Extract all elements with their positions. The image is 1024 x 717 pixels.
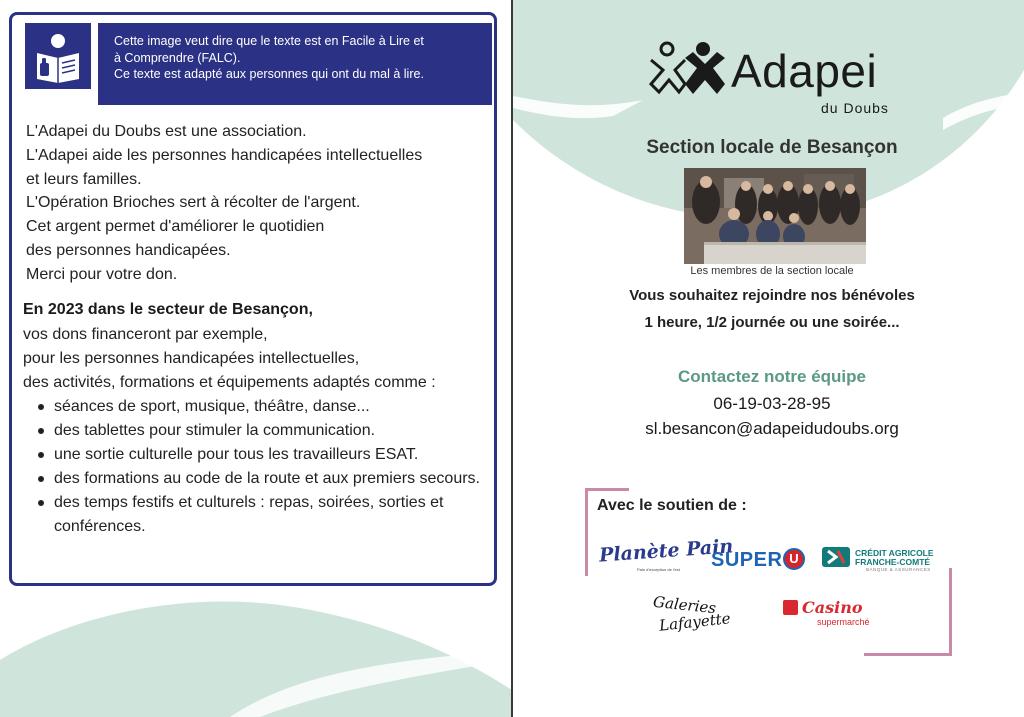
intro-line: Cet argent permet d'améliorer le quotidien	[26, 218, 325, 236]
super-u-badge: U	[783, 548, 805, 570]
contact-email[interactable]: sl.besancon@adapeidudoubs.org	[645, 419, 899, 438]
casino-name: Casino	[802, 598, 863, 617]
super-u-name: SUPER	[711, 549, 783, 571]
section-body-line: pour les personnes handicapées intellectuelles,	[23, 350, 360, 367]
mint-wave-decoration	[0, 590, 512, 717]
intro-line: L'Opération Brioches sert à récolter de l'argent.	[26, 194, 361, 212]
group-photo	[684, 168, 866, 264]
falc-banner-line: à Comprendre (FALC).	[114, 50, 241, 65]
sponsor-heading: Avec le soutien de :	[597, 497, 747, 514]
credit-agricole-line: FRANCHE-COMTÉ	[855, 557, 931, 567]
intro-line: Merci pour votre don.	[26, 265, 178, 283]
casino-subtitle: supermarché	[817, 617, 870, 627]
logo-wordmark: Adapei	[731, 45, 878, 97]
credit-agricole-logo	[822, 546, 940, 574]
galeries-lafayette-line: Lafayette	[658, 609, 732, 635]
intro-paragraph	[26, 120, 422, 287]
photo-caption: Les membres de la section locale	[690, 265, 854, 277]
super-u-logo	[711, 548, 807, 574]
credit-agricole-line: CRÉDIT AGRICOLE	[855, 548, 934, 558]
planete-pain-tagline: Pain d'exception de l'est	[637, 567, 680, 572]
activities-list	[34, 395, 496, 539]
sponsor-frame-corner	[949, 568, 952, 656]
section-heading: En 2023 dans le secteur de Besançon,	[23, 301, 313, 318]
list-item: des tablettes pour stimuler la communication.	[34, 419, 496, 443]
list-item: une sortie culturelle pour tous les travailleurs ESAT.	[34, 443, 496, 467]
intro-line: L'Adapei du Doubs est une association.	[26, 123, 307, 140]
section-body-line: des activités, formations et équipements adaptés comme :	[23, 374, 436, 391]
galeries-lafayette-logo	[652, 592, 733, 636]
galeries-lafayette-line: Galeries	[652, 592, 717, 618]
logo-subtitle: du Doubs	[821, 100, 889, 116]
sponsor-frame-corner	[864, 653, 952, 656]
sponsor-frame-corner	[585, 488, 629, 491]
adapei-figure-icon	[647, 40, 725, 106]
volunteer-call-line: Vous souhaitez rejoindre nos bénévoles	[629, 287, 915, 304]
section-body-line: vos dons financeront par exemple,	[23, 326, 268, 343]
list-item: des formations au code de la route et aux premiers secours.	[34, 467, 496, 491]
falc-text-box	[9, 12, 497, 586]
planete-pain-logo	[598, 535, 734, 580]
volunteer-call-line: 1 heure, 1/2 journée ou une soirée...	[644, 314, 900, 331]
right-panel	[513, 0, 1024, 717]
contact-heading: Contactez notre équipe	[678, 367, 866, 386]
section-title: Section locale de Besançon	[646, 137, 898, 158]
falc-banner-line: Ce texte est adapté aux personnes qui ont du mal à lire.	[114, 67, 424, 81]
falc-banner-line: Cette image veut dire que le texte est en Facile à Lire et	[114, 34, 424, 48]
list-item: séances de sport, musique, théâtre, danse...	[34, 395, 496, 419]
planete-pain-name: Planète Pain	[598, 535, 734, 567]
contact-phone[interactable]: 06-19-03-28-95	[713, 394, 831, 413]
list-item: des temps festifs et culturels : repas, soirées, sorties et conférences.	[34, 491, 496, 539]
adapei-logo	[647, 36, 897, 126]
casino-icon	[783, 600, 798, 615]
intro-line: L'Adapei aide les personnes handicapées intellectuelles	[26, 146, 423, 164]
falc-explanation-banner	[98, 23, 492, 105]
credit-agricole-tagline: BANQUE & ASSURANCES	[866, 567, 931, 572]
casino-logo	[783, 598, 875, 630]
credit-agricole-icon	[822, 547, 850, 567]
easy-read-icon	[25, 23, 91, 89]
sponsor-frame-corner	[585, 488, 588, 576]
intro-line: des personnes handicapées.	[26, 241, 231, 259]
section-body	[23, 323, 436, 395]
intro-line: et leurs familles.	[26, 170, 142, 188]
